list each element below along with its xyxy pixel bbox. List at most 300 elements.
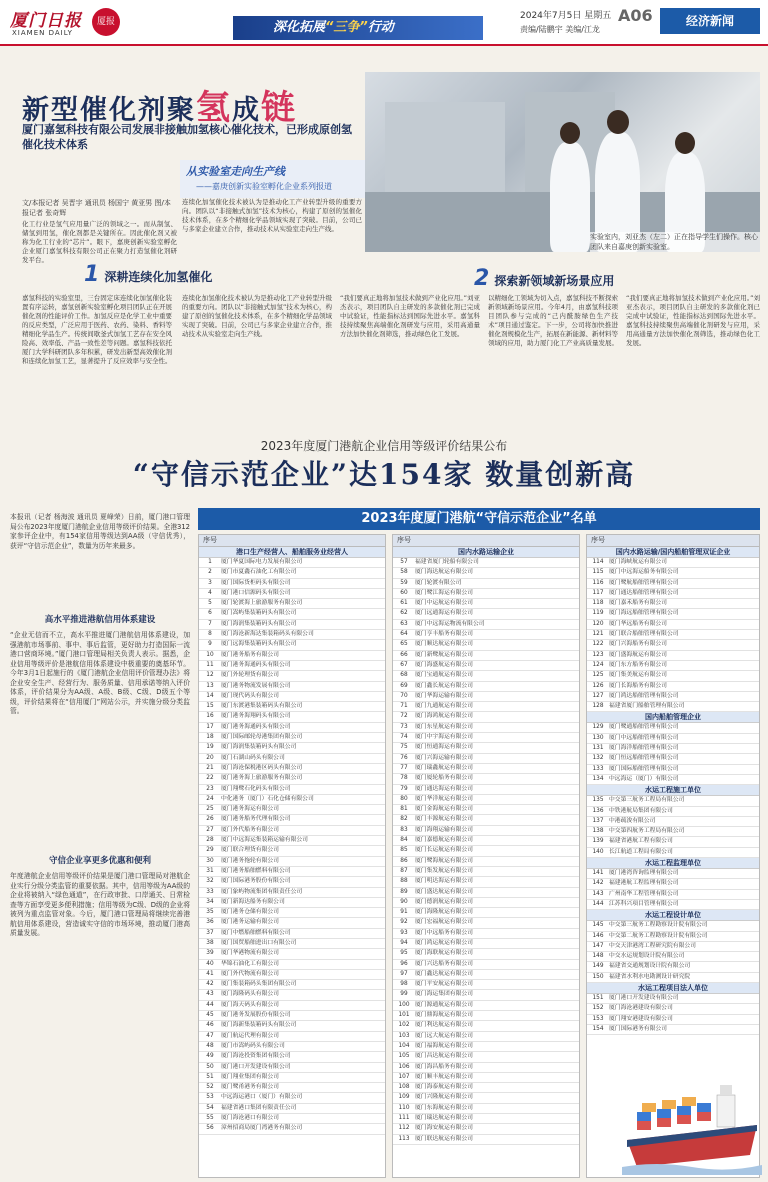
table-row bbox=[199, 723, 385, 733]
company-name: 漳州招商局厦门湾港务有限公司 bbox=[221, 1125, 303, 1132]
byline-text: 文/本报记者 吴晋宇 通讯员 杨国宁 黄亚男 图/本报记者 张奇辉 bbox=[22, 199, 171, 217]
list-category: 水运工程项目法人单位 bbox=[587, 983, 759, 994]
company-name: 厦门鸿达船舶管理有限公司 bbox=[609, 692, 679, 699]
row-number: 129 bbox=[592, 724, 604, 731]
company-name: 厦门航运代理有限公司 bbox=[221, 1032, 279, 1039]
row-number: 121 bbox=[592, 631, 604, 638]
company-name: 中交第三航务工程局有限公司 bbox=[609, 797, 685, 804]
row-number: 33 bbox=[206, 888, 214, 895]
row-number: 127 bbox=[592, 692, 604, 699]
table-row bbox=[199, 1011, 385, 1021]
row-number: 38 bbox=[206, 939, 214, 946]
row-number: 5 bbox=[208, 600, 212, 607]
company-name: 厦门鹭海航运有限公司 bbox=[415, 857, 473, 864]
row-number: 62 bbox=[400, 610, 408, 617]
row-number: 28 bbox=[206, 837, 214, 844]
table-row bbox=[393, 877, 579, 887]
row-number: 139 bbox=[592, 838, 604, 845]
company-name: 厦门中远海运集装箱运输有限公司 bbox=[221, 837, 308, 844]
section-number: 2 bbox=[474, 266, 490, 291]
company-name: 厦门港务海上旅游服务有限公司 bbox=[221, 775, 303, 782]
company-name: 厦门盛达航运有限公司 bbox=[415, 888, 473, 895]
table-row bbox=[393, 1021, 579, 1031]
company-name: 厦门中运航运有限公司 bbox=[415, 600, 473, 607]
row-number: 138 bbox=[592, 828, 604, 835]
company-name: 厦门港口开发建设有限公司 bbox=[609, 994, 679, 1001]
row-number: 47 bbox=[206, 1032, 214, 1039]
company-name: 厦门港务拖轮有限公司 bbox=[221, 857, 279, 864]
table-row bbox=[393, 1073, 579, 1083]
row-number: 25 bbox=[206, 806, 214, 813]
table-row bbox=[587, 1004, 759, 1014]
row-number: 113 bbox=[398, 1135, 410, 1142]
company-name: 厦门国贸船舶进出口有限公司 bbox=[221, 939, 297, 946]
company-name: 厦门嘉德航运有限公司 bbox=[415, 837, 473, 844]
table-row bbox=[199, 764, 385, 774]
campaign-banner bbox=[233, 16, 483, 40]
table-row bbox=[393, 805, 579, 815]
table-row bbox=[199, 682, 385, 692]
table-row bbox=[393, 939, 579, 949]
row-number: 99 bbox=[400, 991, 408, 998]
row-number: 118 bbox=[592, 600, 604, 607]
row-number: 112 bbox=[398, 1125, 410, 1132]
row-number: 147 bbox=[592, 942, 604, 949]
table-row bbox=[199, 888, 385, 898]
row-number: 87 bbox=[400, 867, 408, 874]
row-number: 151 bbox=[592, 994, 604, 1001]
table-row bbox=[587, 630, 759, 640]
company-name: 厦门港务发展股份有限公司 bbox=[221, 1012, 291, 1019]
row-number: 10 bbox=[206, 651, 214, 658]
company-name: 厦门金海航运有限公司 bbox=[415, 806, 473, 813]
table-row bbox=[393, 898, 579, 908]
row-number: 57 bbox=[400, 559, 408, 565]
row-number: 58 bbox=[400, 569, 408, 576]
company-name: 中远海运（厦门）有限公司 bbox=[609, 775, 679, 782]
row-number: 45 bbox=[206, 1012, 214, 1019]
table-row bbox=[393, 1104, 579, 1114]
company-name: 厦门远大航运有限公司 bbox=[415, 1032, 473, 1039]
row-number: 88 bbox=[400, 878, 408, 885]
table-row bbox=[199, 599, 385, 609]
table-row bbox=[199, 929, 385, 939]
row-number: 102 bbox=[398, 1022, 410, 1029]
row-number: 128 bbox=[592, 703, 604, 710]
company-name: 厦门鼎海航运有限公司 bbox=[415, 1012, 473, 1019]
company-name: 中交水运规划设计院有限公司 bbox=[609, 953, 685, 960]
row-number: 81 bbox=[400, 806, 408, 813]
company-name: 厦门宏福航运有限公司 bbox=[415, 919, 473, 926]
company-name: 福建省港口集团有限责任公司 bbox=[221, 1104, 297, 1111]
company-name: 厦门海沧港建设有限公司 bbox=[609, 1005, 673, 1012]
honor-list-column-2 bbox=[392, 534, 580, 1178]
row-number: 145 bbox=[592, 922, 604, 929]
row-number: 123 bbox=[592, 651, 604, 658]
table-row bbox=[393, 558, 579, 568]
table-row bbox=[199, 579, 385, 589]
row-number: 20 bbox=[206, 754, 214, 761]
row-number: 131 bbox=[592, 745, 604, 752]
table-row bbox=[393, 712, 579, 722]
row-number: 60 bbox=[400, 589, 408, 596]
company-name: 厦门海联航运有限公司 bbox=[415, 950, 473, 957]
row-number: 35 bbox=[206, 909, 214, 916]
banner-prefix: 深化拓展 bbox=[273, 20, 326, 35]
row-number: 117 bbox=[592, 589, 604, 596]
row-number: 109 bbox=[398, 1094, 410, 1101]
table-row bbox=[393, 846, 579, 856]
row-number: 77 bbox=[400, 764, 408, 771]
row-number: 51 bbox=[206, 1073, 214, 1080]
table-row bbox=[393, 764, 579, 774]
row-number: 140 bbox=[592, 848, 604, 855]
row-number: 4 bbox=[208, 589, 212, 596]
company-name: 厦门海润集装箱码头有限公司 bbox=[221, 744, 297, 751]
company-name: 厦门中远船舶管理有限公司 bbox=[609, 734, 679, 741]
company-name: 厦门中远海运船务有限公司 bbox=[609, 569, 679, 576]
company-name: 厦门恒远船舶管理有限公司 bbox=[609, 755, 679, 762]
row-number: 55 bbox=[206, 1115, 214, 1122]
article2-headline: “守信示范企业”达154家 数量创新高 bbox=[132, 458, 636, 491]
company-name: 厦门远海集装箱码头有限公司 bbox=[221, 641, 297, 648]
article1-paragraph: 以精细化工领域为切入点，嘉氢科技不断探索新领域新场景应用。今年4月，由嘉氢科技项目团队参与完成的“己内酰胺绿色生产技术”项目通过鉴定。下一步，公司将加快推进催化剂规模化生产，拓展在新能源、新材料等领域的应用，助力厦门化工产业高质量发展。 bbox=[488, 294, 618, 347]
company-name: 中化港务（厦门）石化仓储有限公司 bbox=[221, 795, 314, 802]
row-number: 2 bbox=[208, 569, 212, 576]
company-name: 厦门通达海运有限公司 bbox=[415, 785, 473, 792]
table-row bbox=[587, 807, 759, 817]
table-row bbox=[393, 1063, 579, 1073]
row-number: 154 bbox=[592, 1025, 604, 1032]
company-name: 厦门海翔运输有限公司 bbox=[415, 826, 473, 833]
company-name: 厦门港务物流发展有限公司 bbox=[221, 682, 291, 689]
table-row bbox=[587, 890, 759, 900]
row-number: 22 bbox=[206, 775, 214, 782]
row-number: 63 bbox=[400, 620, 408, 627]
row-number: 104 bbox=[398, 1042, 410, 1049]
row-number: 79 bbox=[400, 785, 408, 792]
table-row bbox=[393, 1001, 579, 1011]
row-number: 67 bbox=[400, 661, 408, 668]
table-row bbox=[393, 826, 579, 836]
row-number: 120 bbox=[592, 620, 604, 627]
company-name: 厦门港务运输有限公司 bbox=[221, 919, 279, 926]
row-number: 6 bbox=[208, 610, 212, 617]
table-row bbox=[199, 815, 385, 825]
headline-accent: 链 bbox=[261, 88, 297, 128]
company-name: 厦门嵩屿集装箱码头有限公司 bbox=[221, 610, 297, 617]
row-number: 153 bbox=[592, 1015, 604, 1022]
table-row bbox=[393, 661, 579, 671]
company-name: 厦门昌达航运有限公司 bbox=[415, 1053, 473, 1060]
article1-paragraph: 连续化加氢催化技术被认为是推动化工产业转型升级的重要方向。团队以“非接触式加氢”技术为核心，构建了原创的氢催化技术体系，在多个精细化学品领域实现了突破。目前，公司已与多家企业建立合作，推动技术从实验室走向生产线。 bbox=[182, 198, 362, 233]
table-row bbox=[393, 733, 579, 743]
row-number: 75 bbox=[400, 744, 408, 751]
company-name: 厦门海隆航运有限公司 bbox=[415, 909, 473, 916]
row-number: 119 bbox=[592, 610, 604, 617]
company-name: 厦门中宇海运有限公司 bbox=[415, 734, 473, 741]
company-name: 厦门外代物流有限公司 bbox=[221, 970, 279, 977]
header-no: 序号 bbox=[203, 536, 217, 544]
table-row bbox=[587, 869, 759, 879]
row-number: 97 bbox=[400, 970, 408, 977]
company-name: 广州南华工程管理有限公司 bbox=[609, 890, 679, 897]
company-name: 华锦石油化工有限公司 bbox=[221, 960, 279, 967]
company-name: 厦门港务船务代理有限公司 bbox=[221, 816, 291, 823]
table-row bbox=[199, 1001, 385, 1011]
table-row bbox=[199, 836, 385, 846]
photo-caption: 实验室内，刘亚杰（左二）正在指导学生们操作。核心团队来自嘉庚创新实验室。 bbox=[590, 233, 758, 251]
row-number: 32 bbox=[206, 878, 214, 885]
row-number: 50 bbox=[206, 1063, 214, 1070]
table-row bbox=[587, 932, 759, 942]
table-row bbox=[587, 599, 759, 609]
company-name: 厦门盛海航运有限公司 bbox=[609, 651, 667, 658]
table-row bbox=[587, 1025, 759, 1035]
section1-heading bbox=[84, 262, 212, 287]
company-name: 厦门东海航运有限公司 bbox=[415, 1104, 473, 1111]
row-number: 132 bbox=[592, 755, 604, 762]
table-row bbox=[587, 692, 759, 702]
row-number: 105 bbox=[398, 1053, 410, 1060]
row-number: 9 bbox=[208, 641, 212, 648]
table-row bbox=[199, 918, 385, 928]
table-row bbox=[587, 1015, 759, 1025]
row-number: 19 bbox=[206, 744, 214, 751]
table-row bbox=[393, 1114, 579, 1124]
table-row bbox=[393, 651, 579, 661]
company-name: 厦门现代码头有限公司 bbox=[221, 692, 279, 699]
table-row bbox=[199, 1073, 385, 1083]
table-row bbox=[199, 1104, 385, 1114]
company-name: 厦门海沧投资集团有限公司 bbox=[221, 1053, 291, 1060]
table-row bbox=[199, 692, 385, 702]
company-name: 厦门国际港务股份有限公司 bbox=[221, 878, 291, 885]
list-category: 国内水路运输企业 bbox=[393, 547, 579, 558]
list-category: 水运工程施工单位 bbox=[587, 785, 759, 796]
row-number: 40 bbox=[206, 960, 214, 967]
company-name: 厦门联合理货有限公司 bbox=[221, 847, 279, 854]
company-name: 厦门顺达航运有限公司 bbox=[415, 641, 473, 648]
company-name: 厦门海达航运有限公司 bbox=[415, 569, 473, 576]
row-number: 64 bbox=[400, 631, 408, 638]
newspaper-logo: 厦门日报 bbox=[10, 11, 82, 31]
company-name: 厦门东星航运有限公司 bbox=[415, 723, 473, 730]
list-category: 水运工程监理单位 bbox=[587, 858, 759, 869]
table-row bbox=[587, 848, 759, 858]
row-number: 136 bbox=[592, 807, 604, 814]
company-name: 厦门远通海运有限公司 bbox=[415, 610, 473, 617]
company-name: 厦门利达航运有限公司 bbox=[415, 1022, 473, 1029]
company-name: 厦门鸿运航运有限公司 bbox=[415, 939, 473, 946]
company-name: 长江航道工程局有限公司 bbox=[609, 848, 673, 855]
row-number: 89 bbox=[400, 888, 408, 895]
company-name: 福建省水利水电勘测设计研究院 bbox=[609, 973, 691, 980]
honor-list-column-1 bbox=[198, 534, 386, 1178]
table-row bbox=[393, 754, 579, 764]
row-number: 98 bbox=[400, 981, 408, 988]
company-name: 厦门长海船务有限公司 bbox=[609, 682, 667, 689]
row-number: 34 bbox=[206, 898, 214, 905]
article1-paragraph: 连续化加氢催化技术被认为是推动化工产业转型升级的重要方向。团队以“非接触式加氢”技术为核心，构建了原创的氢催化技术体系，在多个精细化学品领域实现了突破。目前，公司已与多家企业建立合作，推动技术从实验室走向生产线。 bbox=[182, 294, 332, 338]
issue-date: 2024年7月5日 星期五 bbox=[520, 11, 612, 21]
company-name: 厦门港务海运有限公司 bbox=[221, 806, 279, 813]
row-number: 78 bbox=[400, 775, 408, 782]
table-row bbox=[199, 1063, 385, 1073]
table-row bbox=[393, 795, 579, 805]
company-name: 厦门鑫达航运有限公司 bbox=[415, 970, 473, 977]
company-name: 江苏科兴项目管理有限公司 bbox=[609, 900, 679, 907]
row-number: 76 bbox=[400, 754, 408, 761]
company-name: 厦门瑞达航运有限公司 bbox=[415, 1115, 473, 1122]
table-row bbox=[199, 661, 385, 671]
row-number: 31 bbox=[206, 867, 214, 874]
row-number: 80 bbox=[400, 795, 408, 802]
table-row bbox=[393, 774, 579, 784]
page-number: A06 bbox=[618, 6, 653, 25]
banner-suffix: 行动 bbox=[367, 20, 394, 35]
table-row bbox=[199, 651, 385, 661]
row-number: 143 bbox=[592, 890, 604, 897]
company-name: 厦门丰源航运有限公司 bbox=[415, 816, 473, 823]
table-row bbox=[199, 671, 385, 681]
row-number: 141 bbox=[592, 870, 604, 877]
table-row bbox=[393, 1011, 579, 1021]
table-row bbox=[587, 962, 759, 972]
row-number: 42 bbox=[206, 981, 214, 988]
row-number: 21 bbox=[206, 764, 214, 771]
table-row bbox=[199, 702, 385, 712]
company-name: 厦门通达船舶管理有限公司 bbox=[609, 589, 679, 596]
table-row bbox=[393, 867, 579, 877]
table-row bbox=[587, 765, 759, 775]
company-name: 厦门鹭航船舶管理有限公司 bbox=[609, 579, 679, 586]
table-row bbox=[587, 900, 759, 910]
company-name: 中港疏浚有限公司 bbox=[609, 817, 656, 824]
company-name: 厦门外代船务有限公司 bbox=[221, 826, 279, 833]
company-name: 厦门厦轮船务有限公司 bbox=[415, 775, 473, 782]
company-name: 厦门翔安港建设有限公司 bbox=[609, 1015, 673, 1022]
row-number: 49 bbox=[206, 1053, 214, 1060]
newspaper-logo-en: XIAMEN DAILY bbox=[12, 29, 73, 37]
header-no: 序号 bbox=[397, 536, 411, 544]
company-name: 厦门中远海运物流有限公司 bbox=[415, 620, 485, 627]
row-number: 125 bbox=[592, 672, 604, 679]
company-name: 福建港航工程监理有限公司 bbox=[609, 880, 679, 887]
list-category: 港口生产经营人、船舶服务业经营人 bbox=[199, 547, 385, 558]
row-number: 61 bbox=[400, 600, 408, 607]
row-number: 152 bbox=[592, 1005, 604, 1012]
seal-icon: 厦报 bbox=[92, 8, 120, 36]
table-row bbox=[199, 939, 385, 949]
company-name: 厦门港务船务有限公司 bbox=[221, 651, 279, 658]
row-number: 7 bbox=[208, 620, 212, 627]
row-number: 11 bbox=[206, 661, 214, 668]
company-name: 厦门联合船舶管理有限公司 bbox=[609, 631, 679, 638]
company-name: 福建省厦门船舶管理有限公司 bbox=[609, 703, 685, 710]
row-number: 71 bbox=[400, 703, 408, 710]
company-name: 厦门东方船务有限公司 bbox=[609, 661, 667, 668]
table-row bbox=[199, 1083, 385, 1093]
table-row bbox=[587, 754, 759, 764]
row-number: 70 bbox=[400, 692, 408, 699]
row-number: 111 bbox=[398, 1115, 410, 1122]
row-number: 126 bbox=[592, 682, 604, 689]
row-number: 150 bbox=[592, 973, 604, 980]
row-number: 48 bbox=[206, 1042, 214, 1049]
company-name: 厦门国际港务有限公司 bbox=[609, 1025, 667, 1032]
company-name: 厦门海鸿航运有限公司 bbox=[415, 713, 473, 720]
article1-paragraph: “我们要真正地将加氢技术做到产业化应用。”刘亚杰表示，项目团队自主研发的多款催化剂已完成中试验证，性能指标达到国际先进水平。嘉氢科技持续聚焦高端催化剂研发与应用，采用高通量方法加快催化剂筛选，推动绿色化工发展。 bbox=[626, 294, 760, 347]
table-row bbox=[199, 980, 385, 990]
table-row bbox=[587, 640, 759, 650]
list-category: 水运工程设计单位 bbox=[587, 910, 759, 921]
table-row bbox=[587, 702, 759, 712]
table-row bbox=[199, 712, 385, 722]
table-row bbox=[199, 743, 385, 753]
row-number: 27 bbox=[206, 826, 214, 833]
company-name: 厦门海隆码头有限公司 bbox=[221, 991, 279, 998]
row-number: 41 bbox=[206, 970, 214, 977]
row-number: 14 bbox=[206, 692, 214, 699]
article1-byline bbox=[22, 198, 177, 270]
row-number: 83 bbox=[400, 826, 408, 833]
table-row bbox=[587, 973, 759, 983]
row-number: 85 bbox=[400, 847, 408, 854]
company-name: 厦门亨丰船务有限公司 bbox=[415, 631, 473, 638]
table-row bbox=[199, 846, 385, 856]
table-row bbox=[587, 723, 759, 733]
table-row bbox=[587, 952, 759, 962]
company-name: 厦门宝通航运有限公司 bbox=[415, 672, 473, 679]
row-number: 68 bbox=[400, 672, 408, 679]
company-name: 厦门海沧新海达集装箱码头有限公司 bbox=[221, 631, 314, 638]
company-name: 厦门鹭江海运有限公司 bbox=[415, 589, 473, 596]
row-number: 93 bbox=[400, 929, 408, 936]
row-number: 149 bbox=[592, 963, 604, 970]
company-name: 厦门中远船务有限公司 bbox=[415, 929, 473, 936]
table-row bbox=[199, 568, 385, 578]
row-number: 44 bbox=[206, 1001, 214, 1008]
table-row bbox=[587, 661, 759, 671]
table-row bbox=[393, 970, 579, 980]
company-name: 厦门恒通海运有限公司 bbox=[415, 744, 473, 751]
table-row bbox=[587, 671, 759, 681]
table-row bbox=[393, 918, 579, 928]
company-name: 厦门市嵩屿码头有限公司 bbox=[221, 1042, 285, 1049]
table-row bbox=[199, 877, 385, 887]
company-name: 厦门海昌船务有限公司 bbox=[415, 1063, 473, 1070]
table-row bbox=[393, 980, 579, 990]
table-row bbox=[393, 579, 579, 589]
company-name: 厦门长运航运有限公司 bbox=[415, 847, 473, 854]
table-row bbox=[199, 774, 385, 784]
company-name: 中交第三航务工程勘察设计院有限公司 bbox=[609, 922, 708, 929]
table-row bbox=[199, 908, 385, 918]
list-header bbox=[199, 535, 385, 547]
table-row bbox=[199, 640, 385, 650]
company-name: 厦门联达航运有限公司 bbox=[415, 1135, 473, 1142]
table-row bbox=[587, 942, 759, 952]
company-name: 厦门源通航运有限公司 bbox=[415, 1001, 473, 1008]
container-ship-illustration bbox=[622, 1055, 762, 1175]
table-row bbox=[587, 921, 759, 931]
article1-paragraph: “我们要真正地将加氢技术做到产业化应用。”刘亚杰表示，项目团队自主研发的多款催化剂已完成中试验证，性能指标达到国际先进水平。嘉氢科技持续聚焦高端催化剂研发与应用，采用高通量方法加快催化剂筛选，推动绿色化工发展。 bbox=[340, 294, 480, 338]
company-name: 厦门海峡航运有限公司 bbox=[609, 559, 667, 565]
company-name: 厦门翔鹭石化码头有限公司 bbox=[221, 785, 291, 792]
row-number: 17 bbox=[206, 723, 214, 730]
company-name: 厦门九通航运有限公司 bbox=[415, 703, 473, 710]
